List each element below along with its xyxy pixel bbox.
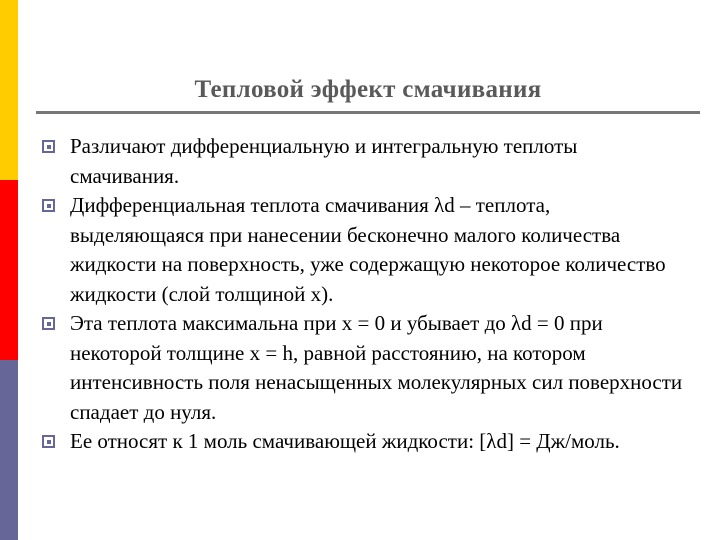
bullet-item <box>36 309 686 427</box>
slide-title: Тепловой эффект смачивания <box>194 76 542 103</box>
side-bar-yellow <box>0 0 18 180</box>
bullet-text: Эта теплота максимальна при х = 0 и убывает до λd = 0 при некоторой толщине х = h, равной расстоянию, на котором интенсивность поля ненасыщенных молекулярных сил поверхности спадает до нуля. <box>70 311 683 424</box>
bullet-item <box>36 427 686 457</box>
bullet-text: Ее относят к 1 моль смачивающей жидкости: [λd] = Дж/моль. <box>70 429 620 453</box>
bullet-item <box>36 191 686 309</box>
bullet-item <box>36 132 686 191</box>
bullet-square-icon <box>42 199 55 212</box>
title-underline <box>36 111 700 114</box>
bullet-square-icon <box>42 435 55 448</box>
bullet-list <box>36 132 686 457</box>
bullet-text: Дифференциальная теплота смачивания λd – теплота, выделяющаяся при нанесении бесконечно малого количества жидкости на поверхность, уже содержащую некоторое количество жидкости (слой толщиной х). <box>70 193 666 306</box>
bullet-square-icon <box>42 140 55 153</box>
bullet-text: Различают дифференциальную и интегральную теплоты смачивания. <box>70 134 578 188</box>
side-bar-purple <box>0 360 18 540</box>
side-bar-red <box>0 180 18 360</box>
bullet-square-icon <box>42 317 55 330</box>
